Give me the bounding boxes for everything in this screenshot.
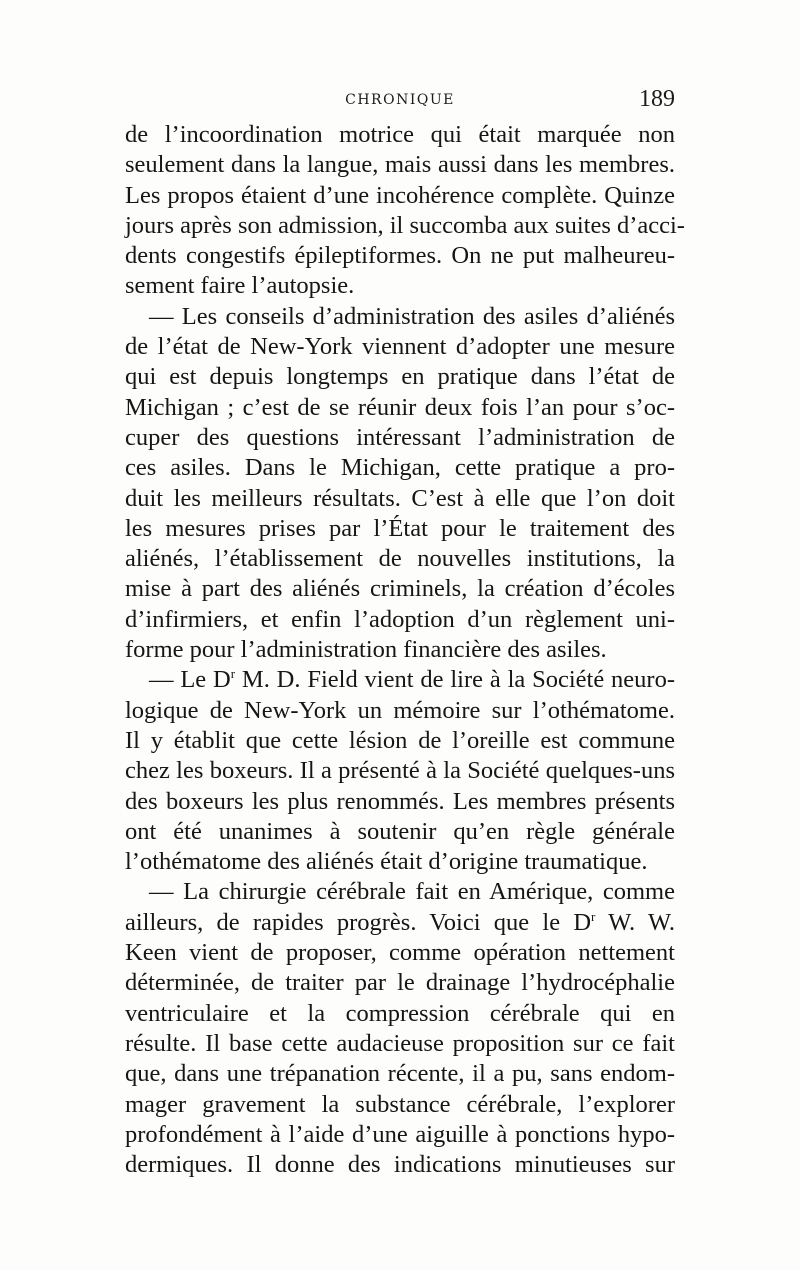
text-line: les mesures prises par l’État pour le traitement des	[125, 514, 675, 542]
text-line: — Les conseils d’administration des asiles d’aliénés	[149, 302, 675, 330]
text-line: de l’état de New-York viennent d’adopter une mesure	[125, 333, 675, 361]
text-line	[125, 908, 675, 938]
text-line: dents congestifs épileptiformes. On ne put malheureu-	[125, 242, 675, 270]
text-line: l’othématome des aliénés était d’origine traumatique.	[125, 848, 648, 876]
text-line: sement faire l’autopsie.	[125, 272, 355, 300]
text-line: logique de New-York un mémoire sur l’othématome.	[125, 696, 675, 724]
text-segment: — Le D	[149, 666, 231, 694]
text-line: Michigan ; c’est de se réunir deux fois l’an pour s’oc-	[125, 393, 675, 421]
text-segment: M. D. Field vient de lire à la Société neuro-	[235, 666, 675, 694]
superscript: r	[230, 666, 236, 682]
superscript: r	[591, 908, 596, 924]
text-line: Il y établit que cette lésion de l’oreille est commune	[125, 726, 675, 754]
text-line: dermiques. Il donne des indications minutieuses sur	[125, 1151, 675, 1179]
text-line: ventriculaire et la compression cérébrale qui en	[125, 999, 675, 1027]
running-head	[125, 86, 675, 116]
text-line: profondément à l’aide d’une aiguille à ponctions hypo-	[125, 1120, 675, 1148]
text-line: de l’incoordination motrice qui était marquée non	[125, 121, 675, 148]
text-line: d’infirmiers, et enfin l’adoption d’un règlement uni-	[125, 605, 675, 633]
text-line: mise à part des aliénés criminels, la création d’écoles	[125, 575, 675, 603]
text-line: Les propos étaient d’une incohérence complète. Quinze	[125, 181, 675, 209]
text-line: cuper des questions intéressant l’administration de	[125, 423, 675, 451]
text-line: des boxeurs les plus renommés. Les membres présents	[125, 787, 675, 815]
body-text	[125, 120, 685, 1180]
text-line: — La chirurgie cérébrale fait en Amérique, comme	[149, 878, 675, 906]
text-line: aliénés, l’établissement de nouvelles institutions, la	[125, 545, 675, 573]
text-line: forme pour l’administration financière des asiles.	[125, 636, 607, 664]
text-line: jours après son admission, il succomba aux suites d’acci-	[125, 211, 685, 239]
text-line: résulte. Il base cette audacieuse proposition sur ce fait	[125, 1029, 675, 1057]
text-line: qui est depuis longtemps en pratique dans l’état de	[125, 363, 675, 391]
text-line: que, dans une trépanation récente, il a pu, sans endom-	[125, 1060, 675, 1088]
page-number: 189	[639, 86, 675, 112]
text-line: chez les boxeurs. Il a présenté à la Société quelques-uns	[125, 757, 675, 785]
text-line: seulement dans la langue, mais aussi dans les membres.	[125, 151, 675, 179]
text-line: déterminée, de traiter par le drainage l’hydrocéphalie	[125, 969, 675, 997]
text-line: ont été unanimes à soutenir qu’en règle générale	[125, 817, 675, 845]
text-line	[125, 665, 675, 695]
text-segment: W. W.	[595, 908, 675, 936]
text-line: duit les meilleurs résultats. C’est à elle que l’on doit	[125, 484, 675, 512]
text-segment: ailleurs, de rapides progrès. Voici que le D	[125, 908, 592, 936]
text-line: mager gravement la substance cérébrale, l’explorer	[125, 1090, 675, 1118]
text-line: Keen vient de proposer, comme opération nettement	[125, 939, 675, 967]
running-title: CHRONIQUE	[345, 92, 455, 108]
text-line: ces asiles. Dans le Michigan, cette pratique a pro-	[125, 454, 675, 482]
